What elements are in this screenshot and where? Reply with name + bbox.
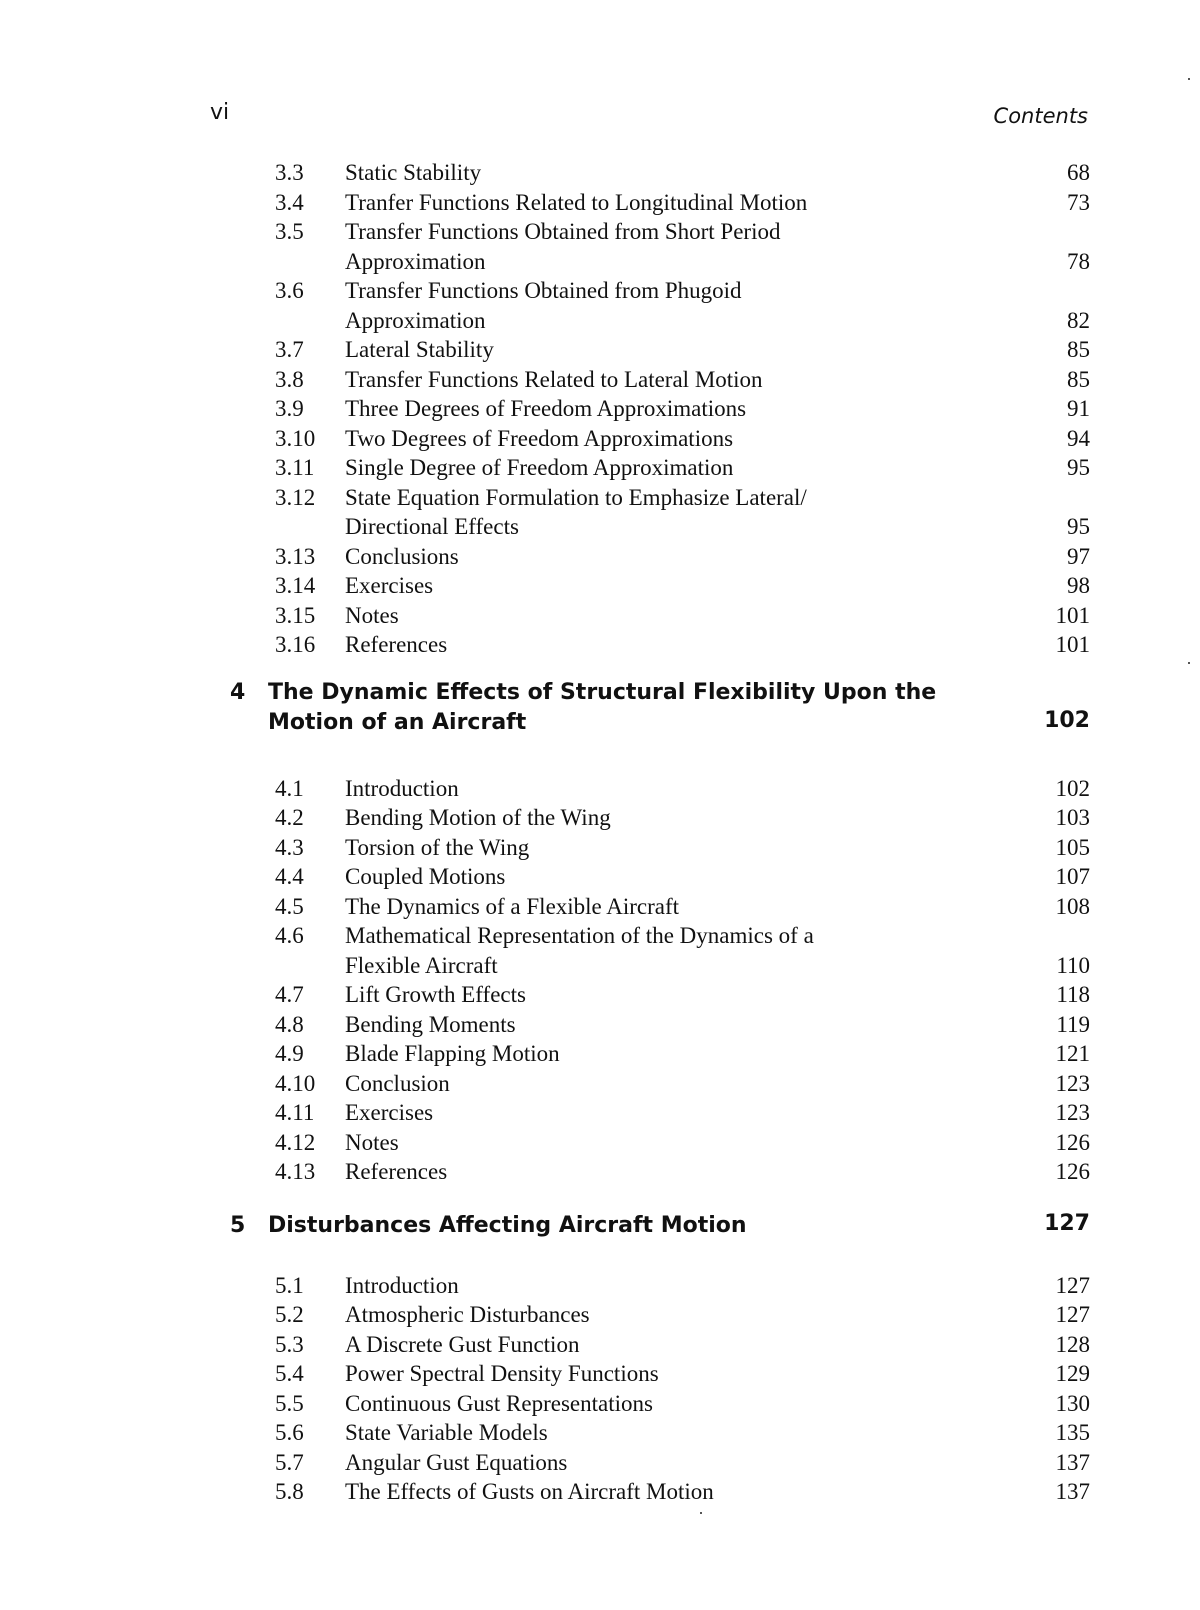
- section-number: 3.16: [275, 632, 316, 657]
- section-list-chapter-5: [0, 1271, 1200, 1507]
- chapter-number: 4: [230, 679, 246, 705]
- section-page-number: 97: [1067, 543, 1090, 569]
- toc-entry: [0, 158, 1200, 188]
- section-page-number: 102: [1055, 775, 1090, 801]
- section-page-number: 82: [1067, 307, 1090, 333]
- toc-entry: [0, 483, 1200, 513]
- section-title: Exercises: [345, 573, 434, 598]
- scan-speck: [1188, 662, 1190, 664]
- toc-entry: [0, 571, 1200, 601]
- section-title: Conclusion: [345, 1070, 450, 1096]
- section-number: 4.5: [275, 893, 304, 919]
- toc-entry: [0, 774, 1200, 804]
- section-page-number: 118: [1056, 982, 1090, 1007]
- section-title: Blade Flapping Motion: [345, 1041, 560, 1066]
- section-number: 5.7: [275, 1449, 304, 1475]
- section-number: 4.11: [275, 1100, 315, 1125]
- toc-entry: [0, 862, 1200, 892]
- section-number: 3.6: [275, 278, 304, 303]
- toc-entry: [0, 601, 1200, 631]
- section-title: Exercises: [345, 1100, 434, 1125]
- toc-entry: [0, 1128, 1200, 1158]
- toc-entry: [0, 424, 1200, 454]
- section-title: References: [345, 632, 448, 657]
- toc-entry: [0, 1330, 1200, 1360]
- section-number: 5.3: [275, 1331, 304, 1357]
- toc-entry: [0, 833, 1200, 863]
- section-title: Notes: [345, 1129, 399, 1155]
- section-page-number: 91: [1067, 396, 1090, 421]
- section-page-number: 108: [1055, 893, 1090, 919]
- section-page-number: 98: [1067, 573, 1090, 598]
- section-number: 4.3: [275, 834, 304, 860]
- chapter-page-number: 127: [1044, 1210, 1090, 1236]
- section-title-continuation: Directional Effects: [345, 514, 519, 539]
- toc-entry: [0, 365, 1200, 395]
- section-number: 4.12: [275, 1129, 316, 1155]
- section-page-number: 127: [1055, 1302, 1090, 1327]
- toc-entry: [0, 1389, 1200, 1419]
- section-title: Torsion of the Wing: [345, 834, 530, 860]
- section-title: Transfer Functions Obtained from Short Period: [345, 219, 781, 244]
- section-number: 4.1: [275, 775, 304, 801]
- section-number: 4.7: [275, 982, 304, 1007]
- toc-entry: [0, 1098, 1200, 1128]
- section-page-number: 68: [1067, 160, 1090, 185]
- section-title: Atmospheric Disturbances: [345, 1302, 590, 1327]
- section-page-number: 126: [1055, 1129, 1090, 1155]
- toc-entry-continuation: [0, 951, 1200, 981]
- toc-entry-continuation: [0, 306, 1200, 336]
- toc-entry: [0, 1359, 1200, 1389]
- section-page-number: 85: [1067, 366, 1090, 392]
- chapter-page-number: 102: [1044, 707, 1090, 733]
- section-number: 5.8: [275, 1479, 304, 1504]
- section-title: Introduction: [345, 1272, 459, 1298]
- section-list-chapter-4: [0, 774, 1200, 1187]
- section-page-number: 123: [1055, 1100, 1090, 1125]
- section-page-number: 129: [1055, 1361, 1090, 1386]
- section-page-number: 137: [1055, 1479, 1090, 1504]
- toc-entry: [0, 892, 1200, 922]
- section-title: Transfer Functions Obtained from Phugoid: [345, 278, 742, 303]
- toc-entry: [0, 394, 1200, 424]
- section-number: 3.5: [275, 219, 304, 244]
- section-page-number: 94: [1067, 425, 1090, 451]
- section-title-continuation: Approximation: [345, 248, 486, 274]
- toc-entry: [0, 1418, 1200, 1448]
- section-title: Power Spectral Density Functions: [345, 1361, 659, 1386]
- section-title: Conclusions: [345, 543, 459, 569]
- toc-entry: [0, 1300, 1200, 1330]
- section-number: 3.3: [275, 160, 304, 185]
- toc-entry: [0, 542, 1200, 572]
- section-number: 3.11: [275, 455, 315, 480]
- section-list-chapter-3: [0, 158, 1200, 660]
- section-title: References: [345, 1159, 448, 1184]
- section-page-number: 95: [1067, 514, 1090, 539]
- chapter-title-line-1: The Dynamic Effects of Structural Flexibility Upon the: [268, 679, 937, 705]
- section-page-number: 105: [1055, 834, 1090, 860]
- section-page-number: 103: [1055, 805, 1090, 830]
- section-number: 5.4: [275, 1361, 304, 1386]
- toc-entry: [0, 1448, 1200, 1478]
- section-page-number: 101: [1055, 632, 1090, 657]
- section-number: 5.6: [275, 1420, 304, 1445]
- page-number: vi: [210, 100, 230, 125]
- section-page-number: 101: [1055, 602, 1090, 628]
- section-number: 3.15: [275, 602, 316, 628]
- toc-entry: [0, 1039, 1200, 1069]
- section-page-number: 78: [1067, 248, 1090, 274]
- section-title: Two Degrees of Freedom Approximations: [345, 425, 734, 451]
- chapter-4-heading: [0, 678, 1200, 774]
- chapter-5-heading: [0, 1211, 1200, 1271]
- toc-entry: [0, 1069, 1200, 1099]
- section-title: State Variable Models: [345, 1420, 548, 1445]
- section-number: 4.9: [275, 1041, 304, 1066]
- section-title: Notes: [345, 602, 399, 628]
- section-title-continuation: Approximation: [345, 307, 486, 333]
- section-title: Mathematical Representation of the Dynamics of a: [345, 923, 814, 948]
- toc-entry: [0, 217, 1200, 247]
- section-title: Tranfer Functions Related to Longitudinal Motion: [345, 189, 808, 215]
- section-page-number: 128: [1055, 1331, 1090, 1357]
- section-number: 3.12: [275, 484, 316, 510]
- section-page-number: 137: [1055, 1449, 1090, 1475]
- toc-entry: [0, 1157, 1200, 1187]
- section-title: A Discrete Gust Function: [345, 1331, 580, 1357]
- section-page-number: 85: [1067, 337, 1090, 362]
- toc-entry: [0, 276, 1200, 306]
- section-page-number: 121: [1055, 1041, 1090, 1066]
- section-number: 3.10: [275, 425, 316, 451]
- toc-entry: [0, 1010, 1200, 1040]
- section-number: 5.2: [275, 1302, 304, 1327]
- toc-entry: [0, 335, 1200, 365]
- section-number: 5.5: [275, 1390, 304, 1416]
- chapter-title-line-2: Motion of an Aircraft: [268, 709, 527, 735]
- toc-entry: [0, 630, 1200, 660]
- section-page-number: 107: [1055, 864, 1090, 889]
- toc-entry: [0, 921, 1200, 951]
- section-page-number: 110: [1056, 952, 1090, 978]
- section-title: Three Degrees of Freedom Approximations: [345, 396, 747, 421]
- chapter-number: 5: [230, 1212, 246, 1238]
- section-title: The Dynamics of a Flexible Aircraft: [345, 893, 680, 919]
- section-title: Angular Gust Equations: [345, 1449, 568, 1475]
- section-title: Static Stability: [345, 160, 482, 185]
- section-number: 3.7: [275, 337, 304, 362]
- section-title: Bending Motion of the Wing: [345, 805, 611, 830]
- section-page-number: 95: [1067, 455, 1090, 480]
- section-page-number: 73: [1067, 189, 1090, 215]
- section-page-number: 135: [1055, 1420, 1090, 1445]
- section-title: Single Degree of Freedom Approximation: [345, 455, 734, 480]
- section-title: Coupled Motions: [345, 864, 506, 889]
- section-page-number: 119: [1056, 1011, 1090, 1037]
- section-page-number: 127: [1055, 1272, 1090, 1298]
- section-title: Lift Growth Effects: [345, 982, 526, 1007]
- section-number: 4.4: [275, 864, 304, 889]
- section-number: 3.13: [275, 543, 316, 569]
- section-title-continuation: Flexible Aircraft: [345, 952, 498, 978]
- toc-entry: [0, 1271, 1200, 1301]
- section-number: 4.2: [275, 805, 304, 830]
- section-title: Introduction: [345, 775, 459, 801]
- table-of-contents: [0, 158, 1200, 1507]
- section-title: The Effects of Gusts on Aircraft Motion: [345, 1479, 714, 1504]
- toc-entry: [0, 1477, 1200, 1507]
- section-title: Continuous Gust Representations: [345, 1390, 653, 1416]
- section-page-number: 126: [1055, 1159, 1090, 1184]
- section-page-number: 123: [1055, 1070, 1090, 1096]
- section-number: 3.14: [275, 573, 316, 598]
- toc-entry: [0, 980, 1200, 1010]
- toc-entry-continuation: [0, 512, 1200, 542]
- section-number: 4.8: [275, 1011, 304, 1037]
- scan-speck: [1188, 78, 1190, 80]
- toc-entry: [0, 803, 1200, 833]
- toc-entry-continuation: [0, 247, 1200, 277]
- section-number: 3.8: [275, 366, 304, 392]
- section-title: State Equation Formulation to Emphasize Lateral/: [345, 484, 807, 510]
- chapter-title-line-1: Disturbances Affecting Aircraft Motion: [268, 1212, 747, 1238]
- section-number: 4.6: [275, 923, 304, 948]
- scan-speck: [700, 1512, 702, 1514]
- running-title: Contents: [993, 104, 1088, 128]
- section-title: Bending Moments: [345, 1011, 516, 1037]
- section-number: 4.13: [275, 1159, 316, 1184]
- section-title: Lateral Stability: [345, 337, 494, 362]
- section-number: 4.10: [275, 1070, 316, 1096]
- toc-entry: [0, 453, 1200, 483]
- section-title: Transfer Functions Related to Lateral Motion: [345, 366, 763, 392]
- section-number: 5.1: [275, 1272, 304, 1298]
- toc-entry: [0, 188, 1200, 218]
- section-page-number: 130: [1055, 1390, 1090, 1416]
- section-number: 3.9: [275, 396, 304, 421]
- section-number: 3.4: [275, 189, 304, 215]
